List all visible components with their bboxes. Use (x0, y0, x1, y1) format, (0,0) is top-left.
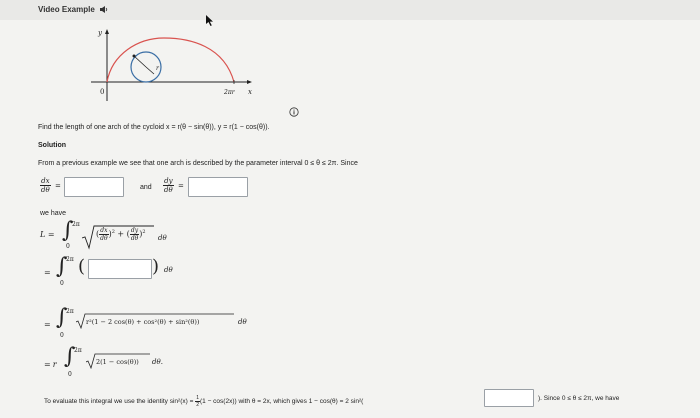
solution-heading: Solution (38, 142, 66, 149)
dx-dtheta-fraction: $\frac{dx}{d\theta}$ = (41, 177, 61, 194)
equals-4: = r (44, 360, 57, 369)
dy-dtheta-input[interactable] (188, 177, 248, 197)
close-paren-2: ) (152, 256, 160, 277)
mouse-cursor-icon (206, 15, 214, 26)
and-label: and (140, 184, 152, 191)
identity-text: To evaluate this integral we use the identity sin²(x) = $\frac{1}{2}$ (1 − cos(2x)) with θ = 2x, which gives 1 − cos(θ) = 2 sin²( (44, 395, 364, 408)
upper-limit-3: 2π (66, 308, 74, 315)
radius-line (146, 67, 154, 74)
dtheta-1: dθ (158, 234, 167, 242)
radius-to-curve (134, 56, 146, 67)
video-example-title[interactable]: Video Example (38, 5, 109, 14)
dtheta-2: dθ (164, 266, 173, 274)
dy-dtheta-fraction: $\frac{dy}{d\theta}$ = (164, 177, 184, 194)
dx-dtheta-input[interactable] (64, 177, 124, 197)
lower-limit-1: 0 (66, 243, 70, 250)
equals-2: = (44, 268, 51, 277)
radius-label: r (156, 65, 159, 72)
integral-sign-4: ∫ (64, 344, 76, 369)
cycloid-arch (107, 38, 234, 82)
integrand-expression-4: 2(1 − cos(θ)) (96, 358, 139, 366)
sqrt-contents-1: ( $\frac{dx}{d\theta}$ )$^2$ + ( $\frac{dy}{d\theta}$ )$^2$ (96, 227, 146, 242)
solution-intro: From a previous example we see that one arch is described by the parameter interval 0 ≤ θ ≤ 2π. Since (38, 160, 358, 167)
half-angle-input[interactable] (484, 389, 534, 407)
dtheta-4: dθ. (152, 358, 163, 366)
upper-limit-1: 2π (72, 221, 80, 228)
equals-3: = (44, 320, 51, 329)
arc-length-lhs: L = (40, 230, 55, 239)
origin-label: 0 (100, 88, 105, 96)
problem-statement: Find the length of one arch of the cycloid x = r(θ − sin(θ)), y = r(1 − cos(θ)). (38, 124, 270, 131)
info-icon[interactable] (289, 107, 299, 117)
x-axis-label: x (248, 88, 252, 96)
two-pi-r-label: 2πr (224, 89, 235, 96)
lower-limit-4: 0 (68, 371, 72, 378)
lower-limit-2: 0 (60, 280, 64, 287)
we-have-label: we have (40, 210, 67, 217)
cycloid-graph (86, 26, 266, 106)
dtheta-3: dθ (238, 318, 247, 326)
integral-sign-3: ∫ (56, 305, 68, 330)
open-paren-2: ( (78, 256, 86, 277)
upper-limit-4: 2π (74, 347, 82, 354)
integral-sign-1: ∫ (62, 218, 74, 243)
x-axis-arrow (247, 80, 252, 84)
speaker-icon[interactable] (99, 5, 109, 14)
upper-limit-2: 2π (66, 256, 74, 263)
point-on-curve (133, 55, 136, 58)
lower-limit-3: 0 (60, 332, 64, 339)
integrand-input[interactable] (88, 259, 152, 279)
y-axis-arrow (105, 29, 109, 34)
integrand-expression-3: r²(1 − 2 cos(θ) + cos²(θ) + sin²(θ)) (86, 318, 200, 326)
identity-text-end: ). Since 0 ≤ θ ≤ 2π, we have (538, 395, 620, 402)
y-axis-label: y (98, 29, 102, 37)
integral-sign-2: ∫ (56, 254, 68, 279)
